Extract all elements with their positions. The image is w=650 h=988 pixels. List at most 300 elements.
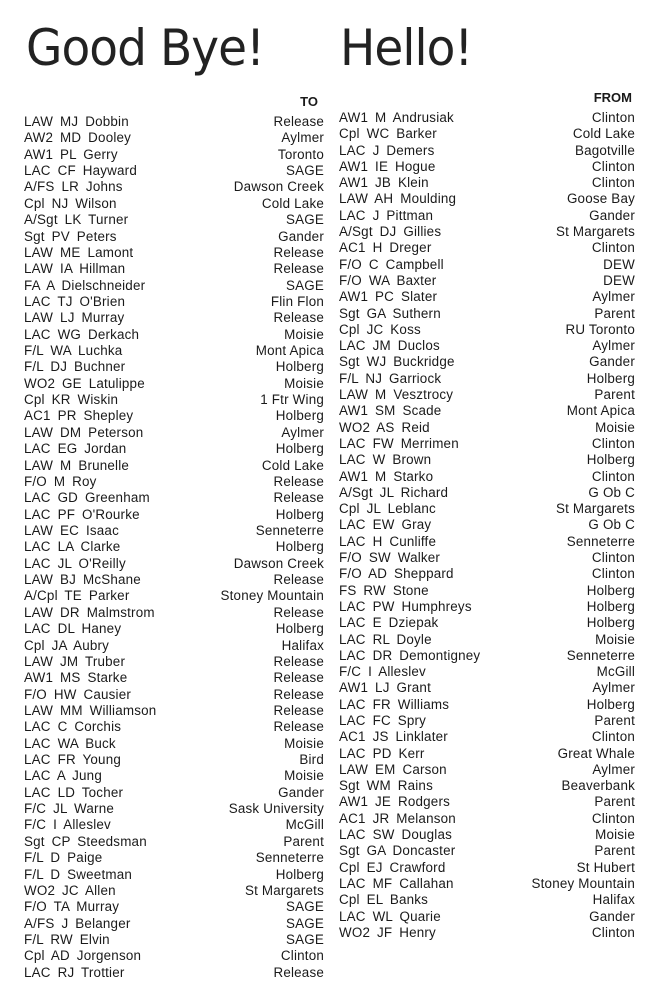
destination: St Margarets [244, 882, 324, 898]
origin: Gander [589, 207, 635, 223]
personnel-name: LAC DL Haney [24, 621, 122, 637]
good-bye-list-item [24, 752, 324, 767]
personnel-name: LAC FW Merrimen [339, 435, 459, 451]
destination: Cold Lake [261, 457, 324, 473]
destination: 1 Ftr Wing [260, 392, 324, 408]
personnel-name: F/O M Roy [24, 473, 97, 489]
hello-list-item [339, 371, 635, 386]
destination: Holberg [275, 506, 324, 522]
personnel-name: F/O AD Sheppard [339, 566, 454, 582]
personnel-name: LAC A Jung [24, 768, 102, 784]
origin: Clinton [591, 924, 635, 940]
origin: Bagotville [574, 142, 635, 158]
good-bye-list-item [24, 736, 324, 751]
origin: Holberg [586, 696, 635, 712]
origin: Aylmer [592, 761, 635, 777]
good-bye-list-item [24, 261, 324, 276]
personnel-name: Cpl NJ Wilson [24, 195, 117, 211]
origin: Beaverbank [561, 778, 635, 794]
good-bye-list-item [24, 196, 324, 211]
personnel-name: LAC JL O'Reilly [24, 555, 126, 571]
origin: Moisie [595, 827, 635, 843]
good-bye-list-item [24, 850, 324, 865]
personnel-name: LAC LA Clarke [24, 539, 121, 555]
hello-list-item [339, 550, 635, 565]
destination: Release [273, 653, 324, 669]
hello-list-item [339, 860, 635, 875]
hello-list-item [339, 583, 635, 598]
personnel-name: Sgt PV Peters [24, 228, 117, 244]
destination: Toronto [277, 146, 324, 162]
personnel-name: LAW EC Isaac [24, 522, 119, 538]
destination: Aylmer [281, 424, 324, 440]
hello-list-item [339, 729, 635, 744]
hello-list-item [339, 632, 635, 647]
destination: SAGE [285, 163, 324, 179]
personnel-name: LAC LD Tocher [24, 784, 124, 800]
personnel-name: Cpl EJ Crawford [339, 859, 446, 875]
destination: Halifax [281, 637, 324, 653]
personnel-name: AC1 PR Shepley [24, 408, 134, 424]
good-bye-list-item [24, 817, 324, 832]
hello-list-item [339, 387, 635, 402]
personnel-name: WO2 GE Latulippe [24, 375, 145, 391]
origin: Clinton [591, 810, 635, 826]
origin: Aylmer [592, 338, 635, 354]
personnel-name: F/L RW Elvin [24, 931, 110, 947]
destination: Release [273, 490, 324, 506]
origin: DEW [603, 256, 635, 272]
personnel-name: AW1 LJ Grant [339, 680, 431, 696]
destination: Release [273, 702, 324, 718]
origin: Stoney Mountain [531, 875, 635, 891]
destination: SAGE [285, 915, 324, 931]
personnel-name: LAC E Dziepak [339, 615, 439, 631]
destination: Holberg [275, 408, 324, 424]
good-bye-list-item [24, 948, 324, 963]
good-bye-list-item [24, 556, 324, 571]
origin: Senneterre [566, 533, 635, 549]
hello-list-item [339, 794, 635, 809]
hello-list-item [339, 110, 635, 125]
destination: Moisie [284, 735, 324, 751]
good-bye-list-item [24, 327, 324, 342]
hello-list-item [339, 224, 635, 239]
good-bye-list-item [24, 441, 324, 456]
origin: St Hubert [576, 859, 635, 875]
personnel-name: LAC DR Demontigney [339, 647, 481, 663]
personnel-name: LAC EG Jordan [24, 441, 127, 457]
hello-list-item [339, 159, 635, 174]
origin: Parent [594, 305, 635, 321]
personnel-name: LAC C Corchis [24, 719, 122, 735]
good-bye-list-item [24, 147, 324, 162]
destination: Holberg [275, 621, 324, 637]
hello-headline: Hello! [340, 19, 473, 77]
destination: Senneterre [255, 850, 324, 866]
good-bye-list-item [24, 229, 324, 244]
origin: Holberg [586, 598, 635, 614]
personnel-name: F/C I Alleslev [24, 817, 111, 833]
good-bye-list-item [24, 916, 324, 931]
personnel-name: AW1 JE Rodgers [339, 794, 451, 810]
hello-list-item [339, 436, 635, 451]
destination: Release [273, 670, 324, 686]
personnel-name: A/FS J Belanger [24, 915, 131, 931]
personnel-name: LAC FC Spry [339, 712, 427, 728]
destination: Holberg [275, 866, 324, 882]
hello-list-item [339, 322, 635, 337]
personnel-name: F/L D Sweetman [24, 866, 133, 882]
destination: SAGE [285, 277, 324, 293]
origin: Clinton [591, 240, 635, 256]
origin: Clinton [591, 566, 635, 582]
origin: Holberg [586, 615, 635, 631]
destination: Holberg [275, 441, 324, 457]
hello-list-item [339, 615, 635, 630]
personnel-name: AW1 PL Gerry [24, 146, 118, 162]
good-bye-list-item [24, 621, 324, 636]
destination: Senneterre [255, 522, 324, 538]
destination: Mont Apica [255, 343, 324, 359]
origin: Parent [594, 712, 635, 728]
personnel-name: Sgt WM Rains [339, 778, 433, 794]
personnel-name: LAC H Cunliffe [339, 533, 437, 549]
personnel-name: Sgt WJ Buckridge [339, 354, 455, 370]
origin: RU Toronto [565, 321, 635, 337]
origin: Clinton [591, 175, 635, 191]
personnel-name: LAW MJ Dobbin [24, 114, 129, 129]
hello-list-item [339, 827, 635, 842]
hello-list-item [339, 306, 635, 321]
hello-list-item [339, 126, 635, 141]
hello-list-item [339, 811, 635, 826]
personnel-name: WO2 JC Allen [24, 882, 116, 898]
personnel-name: F/L WA Luchka [24, 343, 123, 359]
good-bye-list-item [24, 310, 324, 325]
good-bye-list-item [24, 768, 324, 783]
destination: Parent [283, 833, 324, 849]
personnel-name: LAC J Demers [339, 142, 435, 158]
hello-list-item [339, 876, 635, 891]
personnel-name: FS RW Stone [339, 582, 429, 598]
origin: G Ob C [588, 517, 635, 533]
hello-list-item [339, 566, 635, 581]
origin: Goose Bay [566, 191, 635, 207]
origin: St Margarets [555, 224, 635, 240]
hello-list-item [339, 143, 635, 158]
hello-list [339, 110, 635, 940]
personnel-name: Cpl WC Barker [339, 126, 437, 142]
personnel-name: Sgt GA Doncaster [339, 843, 456, 859]
hello-list-item [339, 257, 635, 272]
personnel-name: A/Sgt JL Richard [339, 484, 449, 500]
origin: Clinton [591, 729, 635, 745]
good-bye-list-item [24, 392, 324, 407]
hello-list-item [339, 420, 635, 435]
origin: Holberg [586, 452, 635, 468]
hello-list-item [339, 469, 635, 484]
origin: St Margarets [555, 501, 635, 517]
hello-list-item [339, 191, 635, 206]
personnel-name: Cpl JC Koss [339, 321, 421, 337]
good-bye-list-item [24, 343, 324, 358]
personnel-name: Sgt GA Suthern [339, 305, 441, 321]
destination: Aylmer [281, 130, 324, 146]
good-bye-list [24, 114, 324, 980]
good-bye-list-item [24, 588, 324, 603]
personnel-name: LAW M Vesztrocy [339, 387, 454, 403]
destination: Gander [278, 784, 324, 800]
destination: Release [273, 114, 324, 129]
origin: DEW [603, 272, 635, 288]
personnel-name: LAC CF Hayward [24, 163, 137, 179]
personnel-name: AW1 M Andrusiak [339, 110, 454, 125]
destination: Bird [299, 752, 324, 768]
hello-list-item [339, 892, 635, 907]
personnel-name: FA A Dielschneider [24, 277, 146, 293]
good-bye-list-item [24, 572, 324, 587]
good-bye-list-item [24, 163, 324, 178]
good-bye-list-item [24, 785, 324, 800]
personnel-name: AC1 JS Linklater [339, 729, 448, 745]
destination: Release [273, 473, 324, 489]
hello-list-item [339, 746, 635, 761]
personnel-name: AW2 MD Dooley [24, 130, 132, 146]
good-bye-list-item [24, 114, 324, 129]
personnel-name: Sgt CP Steedsman [24, 833, 147, 849]
to-column-header: TO [300, 94, 318, 109]
hello-list-item [339, 501, 635, 516]
personnel-name: Cpl JA Aubry [24, 637, 110, 653]
good-bye-list-item [24, 130, 324, 145]
good-bye-list-item [24, 867, 324, 882]
personnel-name: A/Sgt LK Turner [24, 212, 129, 228]
destination: Release [273, 244, 324, 260]
personnel-name: Cpl KR Wiskin [24, 392, 119, 408]
good-bye-list-item [24, 425, 324, 440]
personnel-name: Cpl AD Jorgenson [24, 948, 142, 964]
destination: Gander [278, 228, 324, 244]
personnel-name: LAC RL Doyle [339, 631, 432, 647]
origin: Clinton [591, 468, 635, 484]
good-bye-list-item [24, 474, 324, 489]
good-bye-list-item [24, 670, 324, 685]
hello-list-item [339, 354, 635, 369]
origin: Moisie [595, 419, 635, 435]
personnel-name: LAC FR Williams [339, 696, 450, 712]
hello-list-item [339, 909, 635, 924]
hello-list-item [339, 843, 635, 858]
origin: Cold Lake [572, 126, 635, 142]
hello-list-item [339, 697, 635, 712]
origin: Senneterre [566, 647, 635, 663]
personnel-name: F/L D Paige [24, 850, 103, 866]
personnel-name: LAW BJ McShane [24, 572, 141, 588]
good-bye-list-item [24, 899, 324, 914]
personnel-name: F/O HW Causier [24, 686, 132, 702]
personnel-name: LAW EM Carson [339, 761, 447, 777]
origin: Clinton [591, 158, 635, 174]
destination: Release [273, 719, 324, 735]
destination: Release [273, 310, 324, 326]
good-bye-list-item [24, 359, 324, 374]
hello-list-item [339, 175, 635, 190]
personnel-name: LAW DM Peterson [24, 424, 144, 440]
hello-list-item [339, 338, 635, 353]
origin: Parent [594, 843, 635, 859]
origin: Clinton [591, 110, 635, 125]
personnel-name: AW1 M Starko [339, 468, 434, 484]
hello-list-item [339, 289, 635, 304]
destination: SAGE [285, 899, 324, 915]
personnel-name: LAC PW Humphreys [339, 598, 472, 614]
destination: Dawson Creek [233, 555, 324, 571]
good-bye-list-item [24, 458, 324, 473]
hello-list-item [339, 273, 635, 288]
destination: McGill [285, 817, 324, 833]
personnel-name: AC1 H Dreger [339, 240, 432, 256]
hello-list-item [339, 762, 635, 777]
destination: Moisie [284, 326, 324, 342]
origin: Mont Apica [566, 403, 635, 419]
personnel-name: LAC FR Young [24, 752, 121, 768]
good-bye-list-item [24, 687, 324, 702]
personnel-name: F/L DJ Buchner [24, 359, 126, 375]
personnel-name: AW1 PC Slater [339, 289, 438, 305]
personnel-name: AC1 JR Melanson [339, 810, 456, 826]
personnel-name: LAW LJ Murray [24, 310, 125, 326]
personnel-name: LAW M Brunelle [24, 457, 130, 473]
destination: Clinton [280, 948, 324, 964]
destination: Release [273, 686, 324, 702]
origin: Halifax [592, 892, 635, 908]
good-bye-list-item [24, 932, 324, 947]
personnel-name: LAW IA Hillman [24, 261, 126, 277]
personnel-name: A/Cpl TE Parker [24, 588, 130, 604]
origin: Aylmer [592, 680, 635, 696]
personnel-name: Cpl JL Leblanc [339, 501, 436, 517]
personnel-name: AW1 MS Starke [24, 670, 128, 686]
hello-list-item [339, 534, 635, 549]
personnel-name: A/Sgt DJ Gillies [339, 224, 442, 240]
personnel-name: LAC J Pittman [339, 207, 434, 223]
hello-list-item [339, 680, 635, 695]
personnel-name: LAC JM Duclos [339, 338, 440, 354]
good-bye-headline: Good Bye! [26, 19, 265, 77]
personnel-name: WO2 JF Henry [339, 924, 436, 940]
hello-list-item [339, 713, 635, 728]
personnel-name: LAW AH Moulding [339, 191, 457, 207]
destination: Release [273, 261, 324, 277]
origin: G Ob C [588, 484, 635, 500]
personnel-name: LAC GD Greenham [24, 490, 150, 506]
hello-list-item [339, 208, 635, 223]
personnel-name: F/O WA Baxter [339, 272, 437, 288]
destination: Moisie [284, 768, 324, 784]
good-bye-list-item [24, 883, 324, 898]
personnel-name: LAW DR Malmstrom [24, 604, 155, 620]
personnel-name: LAW ME Lamont [24, 244, 134, 260]
origin: Parent [594, 387, 635, 403]
good-bye-list-item [24, 801, 324, 816]
personnel-name: WO2 AS Reid [339, 419, 430, 435]
hello-list-item [339, 664, 635, 679]
origin: Gander [589, 354, 635, 370]
destination: Release [273, 604, 324, 620]
destination: Cold Lake [261, 195, 324, 211]
personnel-name: LAW MM Williamson [24, 702, 157, 718]
personnel-name: AW1 SM Scade [339, 403, 442, 419]
good-bye-list-item [24, 294, 324, 309]
good-bye-list-item [24, 212, 324, 227]
origin: Moisie [595, 631, 635, 647]
personnel-name: Cpl EL Banks [339, 892, 429, 908]
personnel-name: LAC PD Kerr [339, 745, 425, 761]
personnel-name: LAC EW Gray [339, 517, 432, 533]
origin: Great Whale [557, 745, 635, 761]
destination: Holberg [275, 359, 324, 375]
destination: Sask University [228, 801, 324, 817]
good-bye-list-item [24, 703, 324, 718]
destination: Holberg [275, 539, 324, 555]
hello-list-item [339, 925, 635, 940]
destination: Dawson Creek [233, 179, 324, 195]
personnel-name: LAC PF O'Rourke [24, 506, 140, 522]
origin: Aylmer [592, 289, 635, 305]
origin: Holberg [586, 370, 635, 386]
hello-list-item [339, 452, 635, 467]
personnel-name: LAC RJ Trottier [24, 964, 125, 980]
good-bye-list-item [24, 605, 324, 620]
hello-list-item [339, 403, 635, 418]
personnel-name: LAC WG Derkach [24, 326, 140, 342]
good-bye-list-item [24, 539, 324, 554]
good-bye-list-item [24, 408, 324, 423]
good-bye-list-item [24, 376, 324, 391]
personnel-name: LAC WA Buck [24, 735, 116, 751]
good-bye-list-item [24, 834, 324, 849]
personnel-name: AW1 IE Hogue [339, 158, 436, 174]
personnel-name: F/C I Alleslev [339, 664, 426, 680]
personnel-name: F/O TA Murray [24, 899, 120, 915]
good-bye-list-item [24, 179, 324, 194]
origin: Holberg [586, 582, 635, 598]
personnel-name: F/O SW Walker [339, 550, 441, 566]
good-bye-list-item [24, 523, 324, 538]
personnel-name: F/C JL Warne [24, 801, 114, 817]
destination: Release [273, 572, 324, 588]
personnel-name: F/O C Campbell [339, 256, 444, 272]
destination: Moisie [284, 375, 324, 391]
good-bye-list-item [24, 245, 324, 260]
destination: Flin Flon [270, 293, 324, 309]
destination: SAGE [285, 931, 324, 947]
personnel-name: AW1 JB Klein [339, 175, 429, 191]
destination: Stoney Mountain [220, 588, 324, 604]
good-bye-list-item [24, 507, 324, 522]
good-bye-list-item [24, 719, 324, 734]
personnel-name: LAC TJ O'Brien [24, 293, 126, 309]
hello-list-item [339, 240, 635, 255]
hello-list-item [339, 599, 635, 614]
origin: Clinton [591, 550, 635, 566]
personnel-name: F/L NJ Garriock [339, 370, 442, 386]
hello-list-item [339, 778, 635, 793]
destination: SAGE [285, 212, 324, 228]
from-column-header: FROM [593, 90, 632, 105]
personnel-name: A/FS LR Johns [24, 179, 123, 195]
